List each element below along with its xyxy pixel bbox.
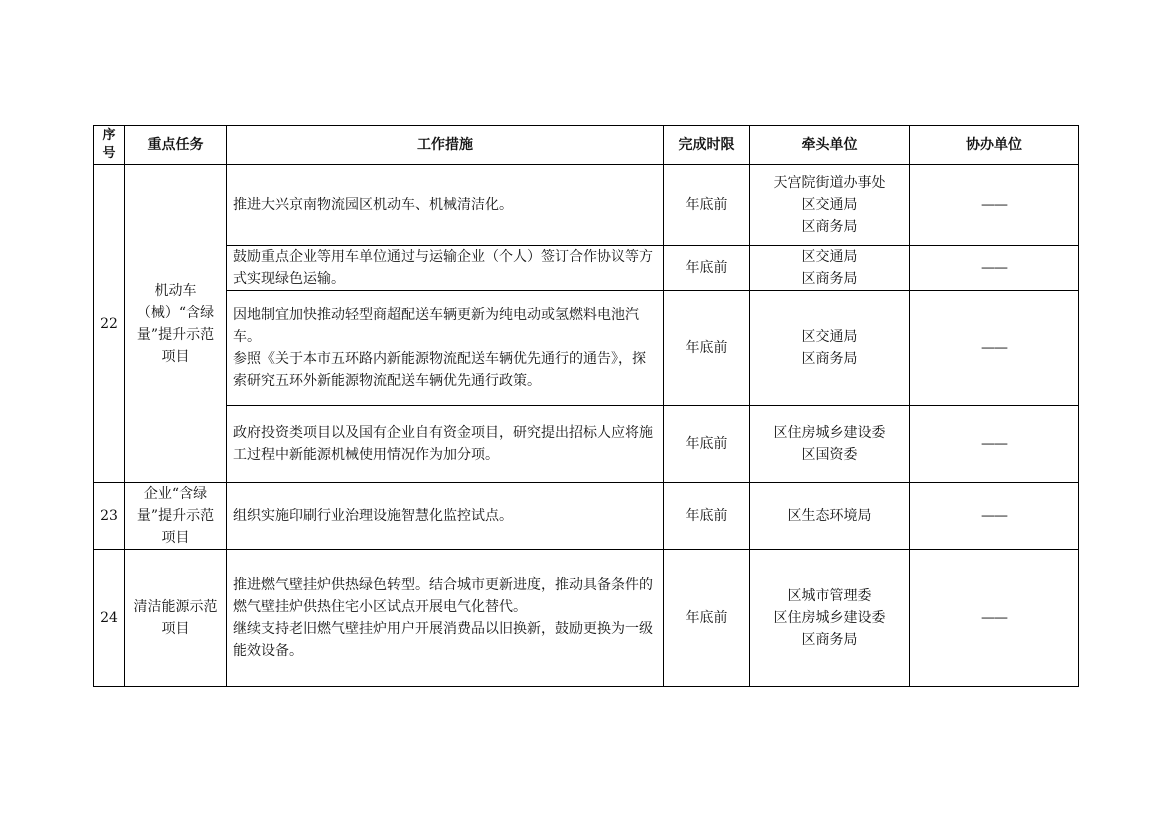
- lead-unit: 区生态环境局: [787, 508, 872, 524]
- seq-cell: 24: [94, 550, 125, 687]
- lead-cell: [750, 291, 910, 406]
- task-cell: 清洁能源示范项目: [125, 550, 227, 687]
- measure-text: 鼓励重点企业等用车单位通过与运输企业（个人）签订合作协议等方式实现绿色运输。: [233, 249, 653, 287]
- task-cell: 企业“含绿量”提升示范项目: [125, 483, 227, 550]
- lead-unit: 区住房城乡建设委: [773, 610, 886, 626]
- measures-cell: [227, 165, 664, 246]
- seq-cell: 23: [94, 483, 125, 550]
- lead-unit: 区商务局: [801, 271, 858, 287]
- lead-unit: 区城市管理委: [787, 588, 872, 604]
- lead-unit: 天宫院街道办事处: [773, 175, 886, 191]
- lead-cell: [750, 165, 910, 246]
- deadline-cell: 年底前: [664, 291, 750, 406]
- assist-cell: ——: [910, 550, 1079, 687]
- measure-text: 政府投资类项目以及国有企业自有资金项目，研究提出招标人应将施工过程中新能源机械使用情况作为加分项。: [233, 425, 653, 463]
- table-row: [94, 550, 1079, 687]
- lead-unit: 区国资委: [801, 447, 858, 463]
- header-assist: 协办单位: [910, 126, 1079, 165]
- measures-cell: [227, 246, 664, 291]
- measure-text: 参照《关于本市五环路内新能源物流配送车辆优先通行的通告》，探索研究五环外新能源物流配送车辆优先通行政策。: [233, 351, 646, 389]
- table-row: [94, 483, 1079, 550]
- lead-unit: 区交通局: [801, 197, 858, 213]
- seq-cell: 22: [94, 165, 125, 483]
- table-row: [94, 291, 1079, 406]
- measures-cell: [227, 483, 664, 550]
- header-lead: 牵头单位: [750, 126, 910, 165]
- lead-unit: 区住房城乡建设委: [773, 425, 886, 441]
- lead-cell: [750, 483, 910, 550]
- work-plan-table: [93, 125, 1079, 687]
- table-row: [94, 165, 1079, 246]
- lead-cell: [750, 406, 910, 483]
- measures-cell: [227, 406, 664, 483]
- assist-cell: ——: [910, 406, 1079, 483]
- header-seq: 序号: [94, 126, 125, 165]
- task-cell: 机动车（械）“含绿量”提升示范项目: [125, 165, 227, 483]
- lead-unit: 区商务局: [801, 632, 858, 648]
- lead-unit: 区商务局: [801, 351, 858, 367]
- deadline-cell: 年底前: [664, 406, 750, 483]
- measures-cell: [227, 550, 664, 687]
- measure-text: 继续支持老旧燃气壁挂炉用户开展消费品以旧换新，鼓励更换为一级能效设备。: [233, 621, 653, 659]
- measure-text: 组织实施印刷行业治理设施智慧化监控试点。: [233, 508, 513, 524]
- lead-cell: [750, 246, 910, 291]
- header-deadline: 完成时限: [664, 126, 750, 165]
- table-row: [94, 246, 1079, 291]
- lead-unit: 区商务局: [801, 219, 858, 235]
- lead-cell: [750, 550, 910, 687]
- deadline-cell: 年底前: [664, 246, 750, 291]
- assist-cell: ——: [910, 246, 1079, 291]
- table-row: [94, 406, 1079, 483]
- assist-cell: ——: [910, 291, 1079, 406]
- assist-cell: ——: [910, 165, 1079, 246]
- measures-cell: [227, 291, 664, 406]
- header-task: 重点任务: [125, 126, 227, 165]
- measure-text: 推进燃气壁挂炉供热绿色转型。结合城市更新进度，推动具备条件的燃气壁挂炉供热住宅小区试点开展电气化替代。: [233, 577, 653, 615]
- header-measures: 工作措施: [227, 126, 664, 165]
- lead-unit: 区交通局: [801, 329, 858, 345]
- deadline-cell: 年底前: [664, 550, 750, 687]
- deadline-cell: 年底前: [664, 483, 750, 550]
- lead-unit: 区交通局: [801, 249, 858, 265]
- assist-cell: ——: [910, 483, 1079, 550]
- deadline-cell: 年底前: [664, 165, 750, 246]
- header-row: [94, 126, 1079, 165]
- measure-text: 因地制宜加快推动轻型商超配送车辆更新为纯电动或氢燃料电池汽车。: [233, 307, 639, 345]
- measure-text: 推进大兴京南物流园区机动车、机械清洁化。: [233, 197, 513, 213]
